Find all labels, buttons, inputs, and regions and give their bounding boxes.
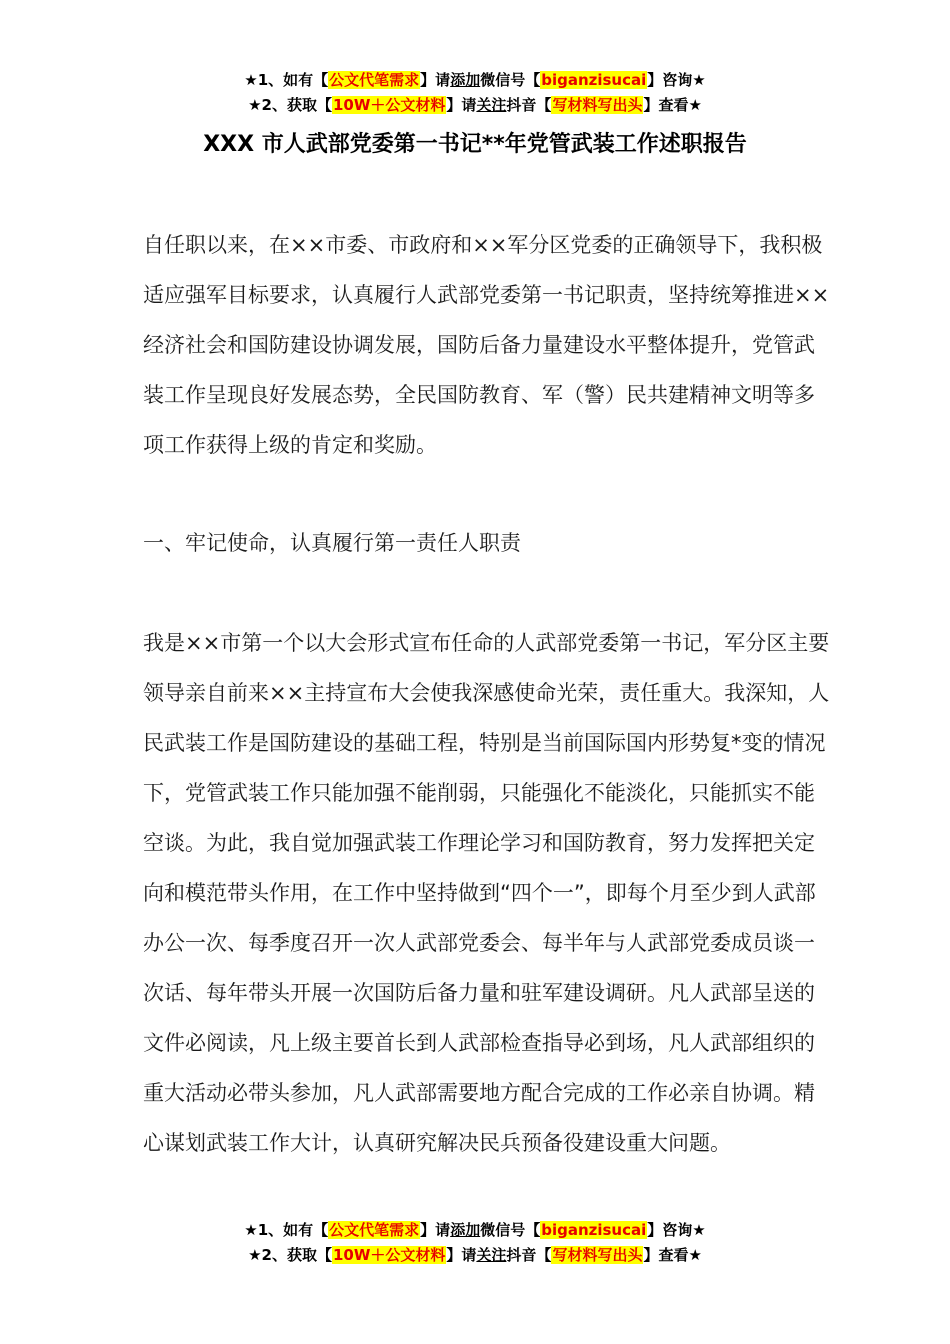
ad-highlight: 写材料写出头 — [552, 1246, 643, 1264]
ad-text: 】查看★ — [643, 96, 702, 114]
paragraph-text: 自任职以来，在××市委、市政府和××军分区党委的正确领导下，我积极适应强军目标要求，认真履行人武部党委第一书记职责，坚持统筹推进××经济社会和国防建设协调发展，国防后备力量建设水平整体提升，党管武装工作呈现良好发展态势，全民国防教育、军（警）民共建精神文明等多项工作获得上级的肯定和奖励。 — [143, 233, 830, 457]
paragraph-text: 我是××市第一个以大会形式宣布任命的人武部党委第一书记，军分区主要领导亲自前来××主持宣布大会使我深感使命光荣，责任重大。我深知，人民武装工作是国防建设的基础工程，特别是当前国际国内形势复*变的情况下，党管武装工作只能加强不能削弱，只能强化不能淡化，只能抓实不能空谈。为此，我自觉加强武装工作理论学习和国防教育，努力发挥把关定向和模范带头作用，在工作中坚持做到“四个一”，即每个月至少到人武部办公一次、每季度召开一次人武部党委会、每半年与人武部党委成员谈一次话、每年带头开展一次国防后备力量和驻军建设调研。凡人武部呈送的文件必阅读，凡上级主要首长到人武部检查指导必到场，凡人武部组织的重大活动必带头参加，凡人武部需要地方配合完成的工作必亲自协调。精心谋划武装工作大计，认真研究解决民兵预备役建设重大问题。 — [143, 631, 830, 1155]
ad-line-2 — [0, 93, 950, 118]
section-heading — [143, 518, 833, 568]
ad-text: 】查看★ — [643, 1246, 702, 1264]
document-title: XXX 市人武部党委第一书记**年党管武装工作述职报告 — [203, 132, 747, 157]
ad-underline: 关注 — [476, 1246, 507, 1264]
footer-ad — [0, 1218, 950, 1268]
ad-underline: 关注 — [476, 96, 507, 114]
ad-line-1 — [0, 1218, 950, 1243]
ad-text: 】请 — [420, 1221, 451, 1239]
ad-text: ★2、获取【 — [248, 1246, 332, 1264]
ad-text: 微信号【 — [480, 71, 541, 89]
ad-highlight: biganzisucai — [541, 1221, 647, 1239]
ad-highlight: biganzisucai — [541, 71, 647, 89]
ad-text: 】请 — [446, 1246, 477, 1264]
ad-text: ★2、获取【 — [248, 96, 332, 114]
ad-highlight: 写材料写出头 — [552, 96, 643, 114]
ad-text: 微信号【 — [480, 1221, 541, 1239]
intro-paragraph — [143, 220, 833, 470]
heading-text: 一、牢记使命，认真履行第一责任人职责 — [143, 531, 521, 555]
header-ad — [0, 68, 950, 118]
ad-text: ★1、如有【 — [244, 1221, 329, 1239]
ad-text: ★1、如有【 — [244, 71, 329, 89]
ad-line-1 — [0, 68, 950, 93]
ad-text: 抖音【 — [506, 96, 552, 114]
ad-underline: 添加 — [450, 1221, 481, 1239]
ad-highlight: 公文代笔需求 — [329, 1221, 420, 1239]
ad-highlight: 10W＋公文材料 — [332, 1246, 446, 1264]
ad-text: 抖音【 — [506, 1246, 552, 1264]
ad-highlight: 10W＋公文材料 — [332, 96, 446, 114]
section-body-paragraph — [143, 618, 833, 1168]
ad-text: 】咨询★ — [647, 1221, 706, 1239]
ad-text: 】请 — [446, 96, 477, 114]
ad-text: 】咨询★ — [647, 71, 706, 89]
ad-text: 】请 — [420, 71, 451, 89]
ad-line-2 — [0, 1243, 950, 1268]
ad-highlight: 公文代笔需求 — [329, 71, 420, 89]
ad-underline: 添加 — [450, 71, 481, 89]
